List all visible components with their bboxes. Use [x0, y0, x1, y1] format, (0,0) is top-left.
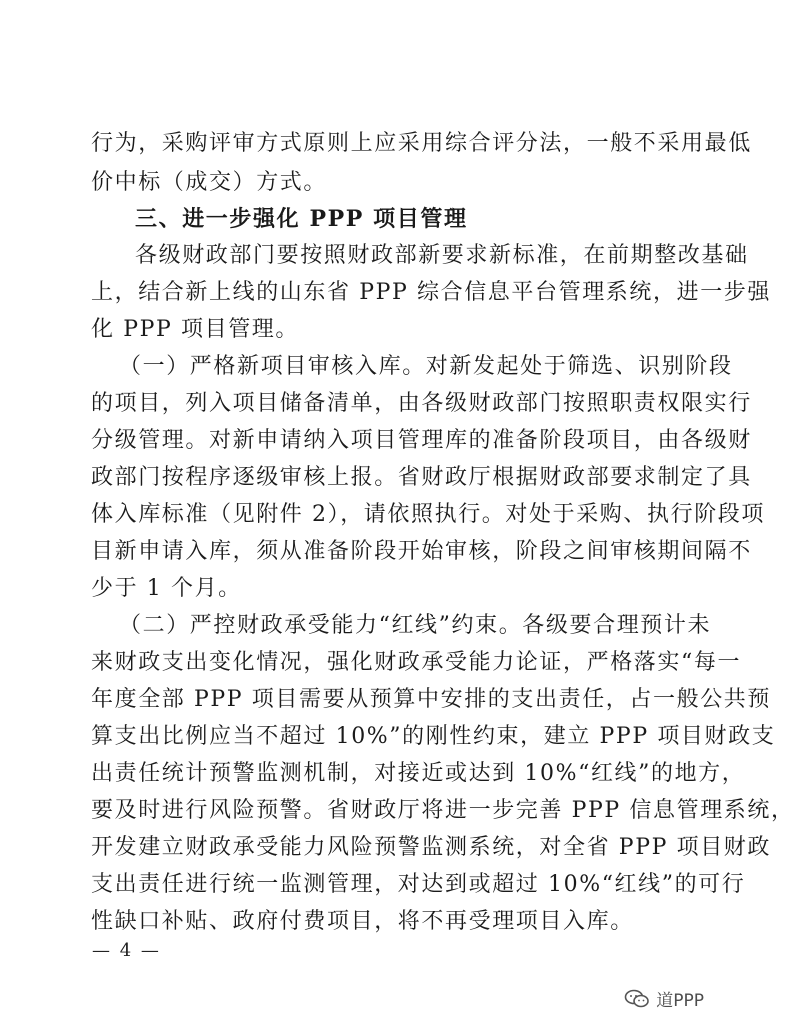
- body-text-line: 少于 1 个月。: [91, 576, 242, 601]
- section-heading: 三、进一步强化 PPP 项目管理: [135, 206, 468, 232]
- watermark: [624, 986, 704, 1011]
- body-text-line: 的项目，列入项目储备清单，由各级财政部门按照职责权限实行: [91, 391, 752, 416]
- body-text-line: 各级财政部门要按照财政部新要求新标准，在前期整改基础: [135, 243, 749, 268]
- body-text-line: 化 PPP 项目管理。: [91, 317, 299, 342]
- body-text-line: 行为，采购评审方式原则上应采用综合评分法，一般不采用最低: [91, 131, 752, 156]
- body-text-line: 要及时进行风险预警。省财政厅将进一步完善 PPP 信息管理系统，: [91, 798, 795, 823]
- body-text-line: 体入库标准（见附件 2），请依照执行。对处于采购、执行阶段项: [91, 502, 765, 527]
- body-text-line: 目新申请入库，须从准备阶段开始审核，阶段之间审核期间隔不: [91, 539, 752, 564]
- body-text-line: （一）严格新项目审核入库。对新发起处于筛选、识别阶段: [119, 354, 733, 379]
- body-text-line: 分级管理。对新申请纳入项目管理库的准备阶段项目，由各级财: [91, 428, 752, 453]
- wechat-icon: [624, 989, 650, 1009]
- body-text-line: 价中标（成交）方式。: [91, 170, 328, 195]
- watermark-text: 道PPP: [656, 991, 704, 1011]
- body-text-line: 政部门按程序逐级审核上报。省财政厅根据财政部要求制定了具: [91, 465, 752, 490]
- body-text-line: 支出责任进行统一监测管理，对达到或超过 10%“红线”的可行: [91, 872, 746, 897]
- body-text-line: 开发建立财政承受能力风险预警监测系统，对全省 PPP 项目财政: [91, 835, 771, 860]
- body-text-line: 上，结合新上线的山东省 PPP 综合信息平台管理系统，进一步强: [91, 280, 771, 305]
- page-number: — 4 —: [92, 940, 161, 961]
- body-text-line: 算支出比例应当不超过 10%”的刚性约束，建立 PPP 项目财政支: [91, 724, 776, 749]
- body-text-line: 出责任统计预警监测机制，对接近或达到 10%“红线”的地方，: [91, 761, 746, 786]
- body-text-line: 性缺口补贴、政府付费项目，将不再受理项目入库。: [91, 909, 634, 934]
- body-text-line: （二）严控财政承受能力“红线”约束。各级要合理预计未: [119, 613, 712, 638]
- body-text-line: 年度全部 PPP 项目需要从预算中安排的支出责任，占一般公共预: [91, 687, 771, 712]
- body-text-line: 来财政支出变化情况，强化财政承受能力论证，严格落实“每一: [91, 650, 742, 675]
